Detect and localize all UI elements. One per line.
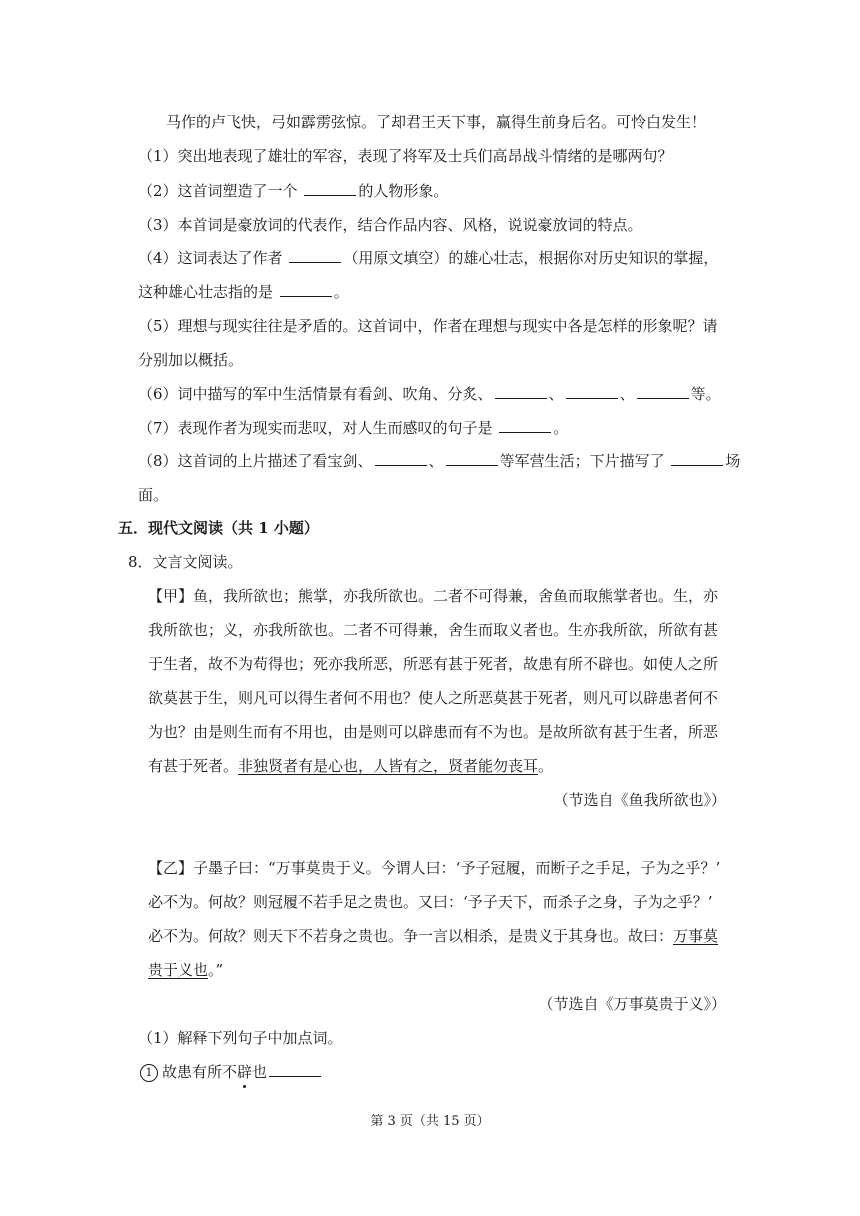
answer-blank — [375, 451, 427, 466]
sub-question-1: （1）解释下列句子中加点词。 — [138, 1029, 343, 1047]
answer-blank — [304, 181, 356, 196]
underlined-sentence: 贵于义也 — [148, 961, 209, 979]
answer-blank — [495, 384, 547, 399]
passage-yi-line-2: 必不为。何故？则冠履不若手足之贵也。又曰：‘予子天下，而杀子之身，子为之乎？’ — [148, 893, 713, 911]
sub-question-1-item-1: 1 故患有所不辟也 — [140, 1062, 323, 1082]
circled-number: 1 — [140, 1064, 158, 1082]
question-7: （7）表现作者为现实而悲叹，对人生而感叹的句子是 。 — [138, 419, 569, 437]
answer-blank — [289, 248, 341, 263]
page-footer: 第 3 页（共 15 页） — [370, 1114, 490, 1129]
passage-yi-line-1: 【乙】子墨子曰：“万事莫贵于义。今谓人曰：‘予子冠履，而断子之手足，子为之乎？’ — [148, 859, 721, 877]
answer-blank — [671, 451, 723, 466]
passage-jia-line-1: 【甲】鱼，我所欲也；熊掌，亦我所欲也。二者不可得兼，舍鱼而取熊掌者也。生，亦 — [148, 587, 719, 605]
question-8-line-2: 面。 — [138, 486, 169, 504]
question-5-line-2: 分别加以概括。 — [138, 351, 244, 369]
question-3: （3）本首词是豪放词的代表作，结合作品内容、风格，说说豪放词的特点。 — [138, 216, 643, 234]
question-4-line-2: 这种雄心壮志指的是 。 — [138, 283, 349, 301]
dotted-character: 辟 — [237, 1063, 253, 1081]
underlined-sentence: 万事莫 — [673, 927, 719, 945]
passage-yi-line-4: 贵于义也。” — [148, 961, 224, 979]
item-8-title: 8．文言文阅读。 — [128, 553, 243, 571]
answer-blank — [637, 384, 689, 399]
underlined-sentence: 非独贤者有是心也，人皆有之，贤者能勿丧耳 — [238, 757, 539, 775]
poem-line: 马作的卢飞快，弓如霹雳弦惊。了却君王天下事，赢得生前身后名。可怜白发生！ — [166, 113, 707, 131]
question-1: （1）突出地表现了雄壮的军容，表现了将军及士兵们高昂战斗情绪的是哪两句？ — [138, 147, 673, 165]
passage-jia-line-4: 欲莫甚于生，则凡可以得生者何不用也？使人之所恶莫甚于死者，则凡可以辟患者何不 — [148, 689, 719, 707]
answer-blank — [566, 384, 618, 399]
answer-blank — [280, 282, 332, 297]
question-8-line-1: （8）这首词的上片描述了看宝剑、 、 等军营生活；下片描写了 场 — [138, 452, 741, 470]
passage-yi-source: （节选自《万事莫贵于义》） — [538, 995, 726, 1013]
answer-blank — [269, 1062, 321, 1077]
passage-jia-source: （节选自《鱼我所欲也》） — [553, 791, 726, 809]
answer-blank — [446, 451, 498, 466]
section-title: 五．现代文阅读（共 1 小题） — [118, 519, 319, 537]
question-6: （6）词中描写的军中生活情景有看剑、吹角、分炙、 、 、 等。 — [138, 385, 721, 403]
passage-jia-line-2: 我所欲也；义，亦我所欲也。二者不可得兼，舍生而取义者也。生亦我所欲，所欲有甚 — [148, 621, 719, 639]
answer-blank — [499, 418, 551, 433]
passage-jia-line-6: 有甚于死者。非独贤者有是心也，人皆有之，贤者能勿丧耳。 — [148, 757, 554, 775]
question-5-line-1: （5）理想与现实往往是矛盾的。这首词中，作者在理想与现实中各是怎样的形象呢？请 — [138, 317, 718, 335]
passage-yi-line-3: 必不为。何故？则天下不若身之贵也。争一言以相杀，是贵义于其身也。故曰：万事莫 — [148, 927, 719, 945]
passage-jia-line-3: 于生者，故不为苟得也；死亦我所恶，所恶有甚于死者，故患有所不辟也。如使人之所 — [148, 655, 719, 673]
question-2: （2）这首词塑造了一个 的人物形象。 — [138, 182, 449, 200]
question-4-line-1: （4）这词表达了作者 （用原文填空）的雄心壮志，根据你对历史知识的掌握， — [138, 249, 719, 267]
passage-jia-line-5: 为也？由是则生而有不用也，由是则可以辟患而有不为也。是故所欲有甚于生者，所恶 — [148, 723, 719, 741]
